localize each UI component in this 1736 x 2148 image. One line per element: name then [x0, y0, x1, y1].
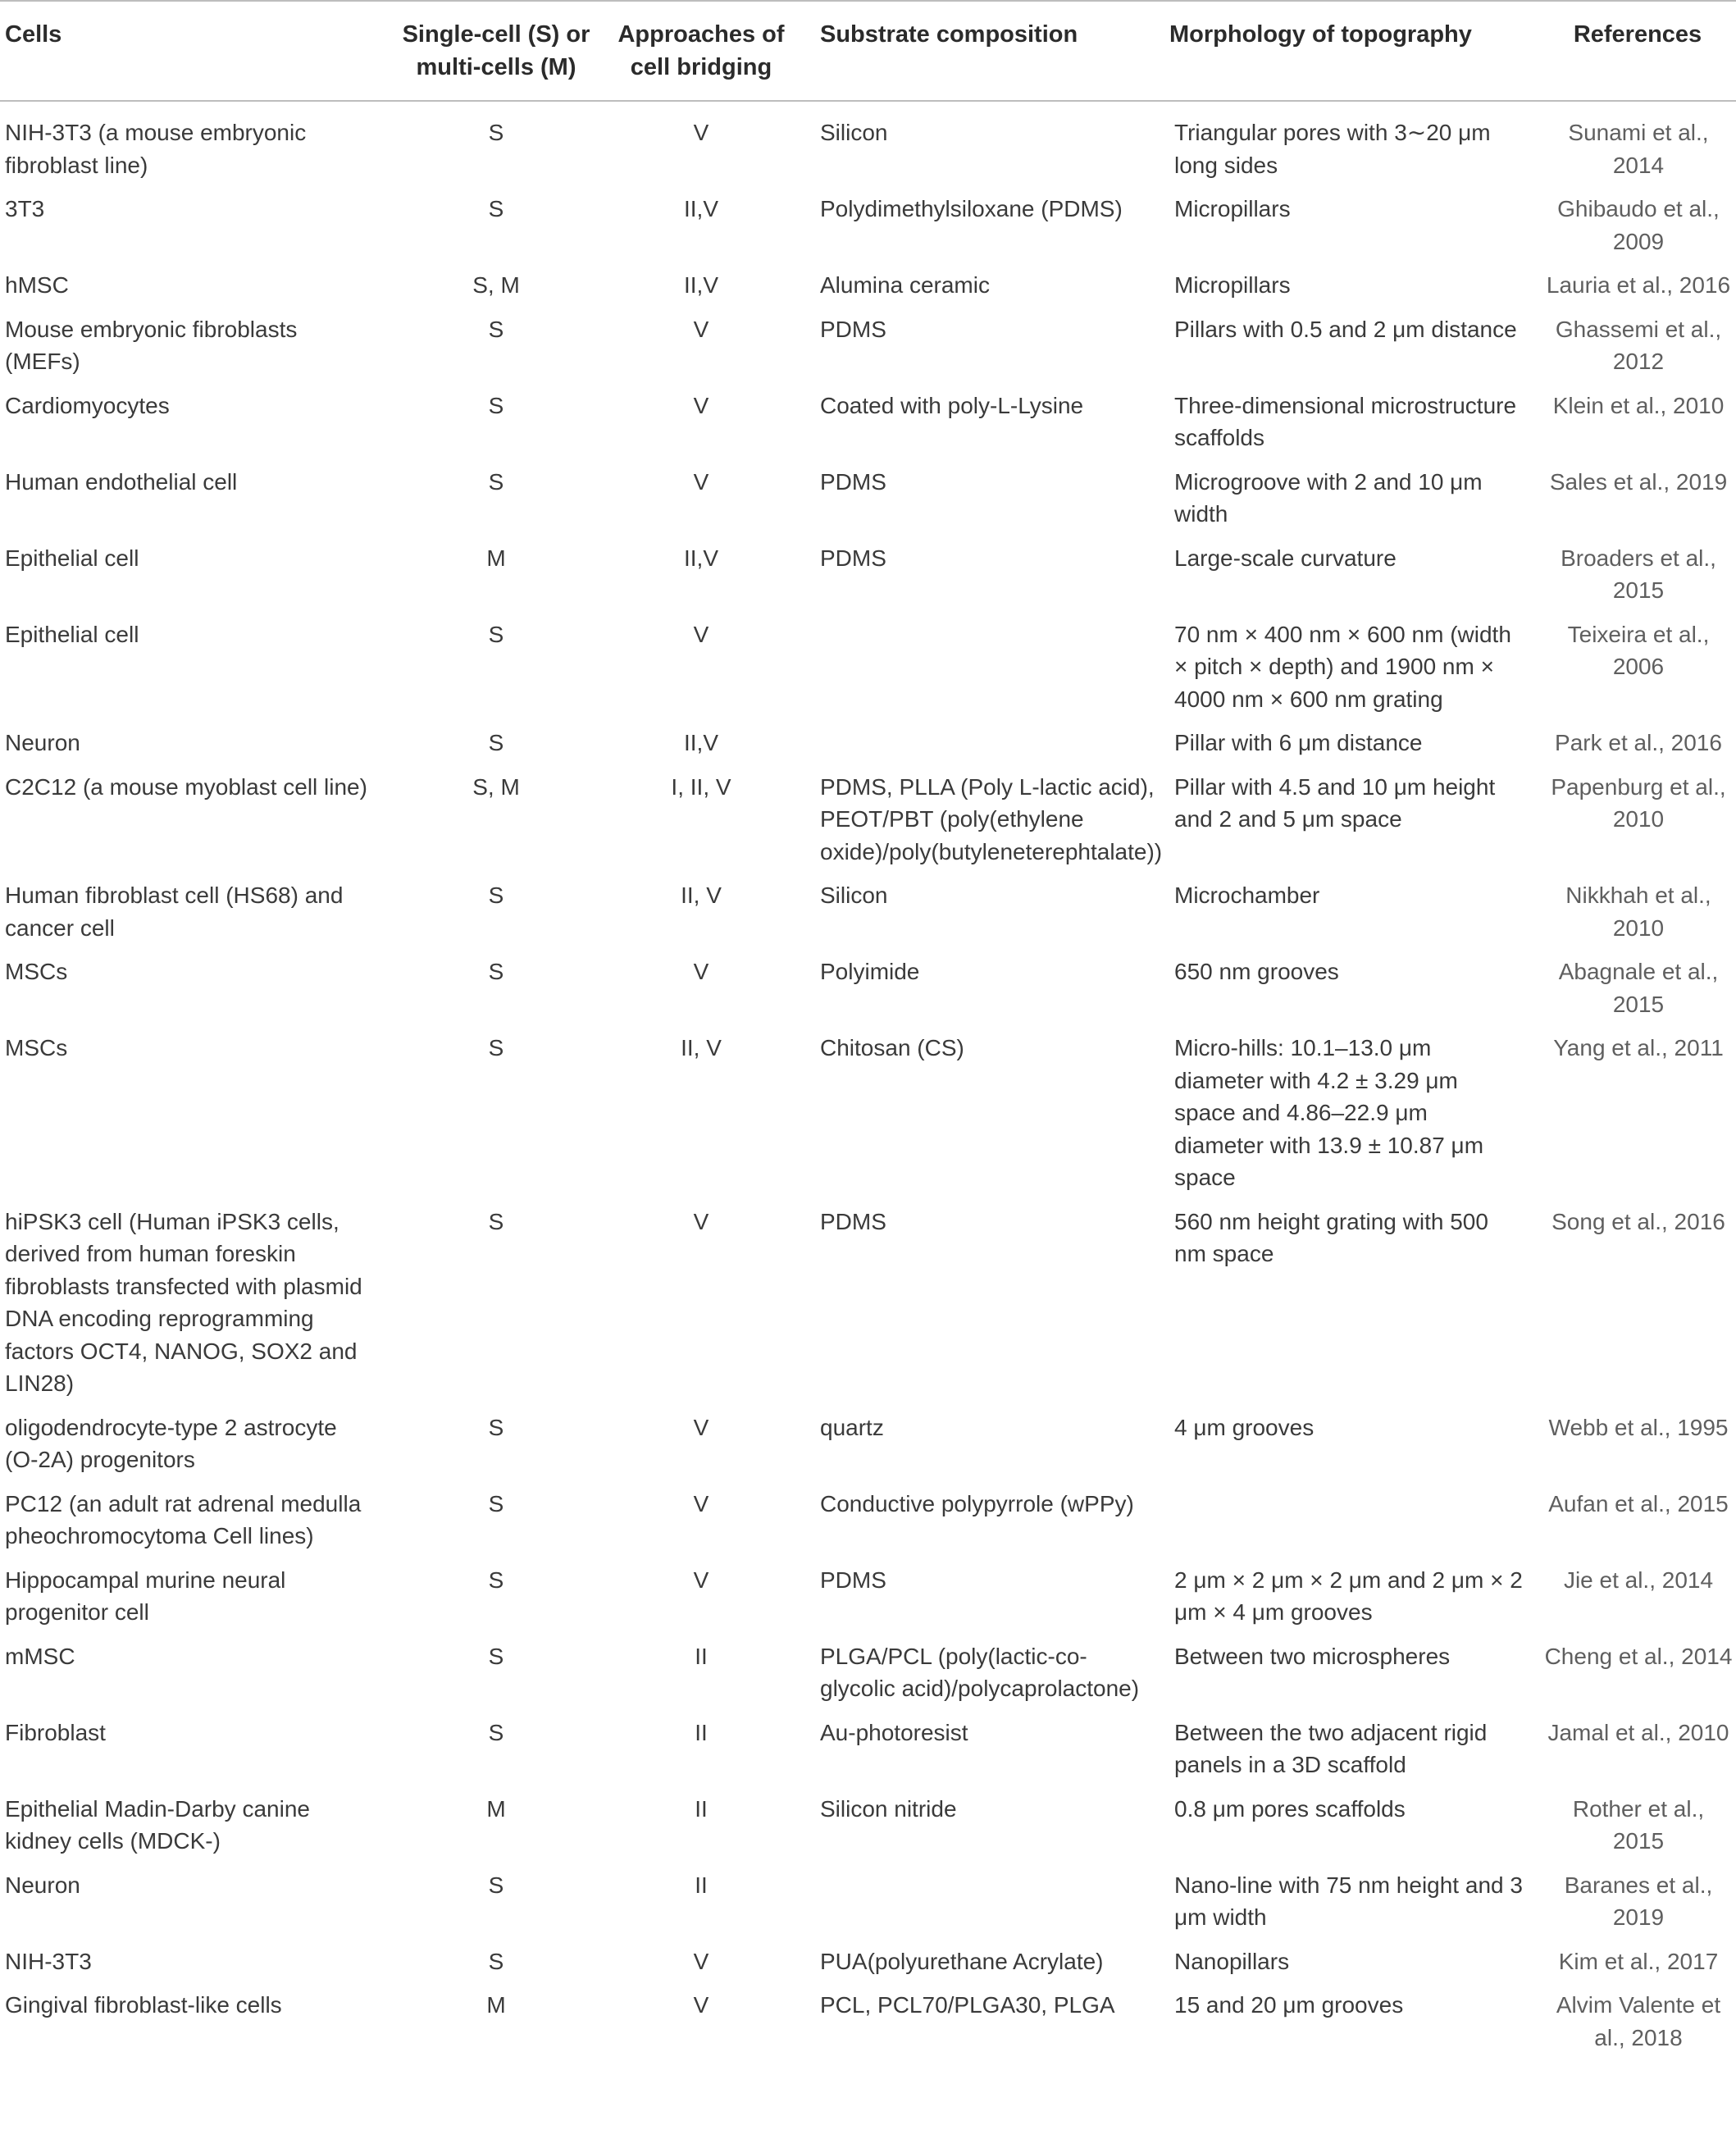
approach-value: V	[693, 120, 709, 145]
substrate-value: Au-photoresist	[820, 1719, 968, 1745]
cell-type: 3T3	[5, 196, 45, 221]
reference-value: Lauria et al., 2016	[1546, 272, 1731, 298]
morphology-value: Microchamber	[1174, 882, 1320, 908]
approach-value: V	[693, 959, 709, 984]
reference-value: Sales et al., 2019	[1549, 468, 1728, 495]
approach-value: II	[695, 1872, 708, 1898]
substrate-value: Conductive polypyrrole (wPPy)	[820, 1490, 1134, 1516]
substrate-value: PDMS	[820, 1208, 886, 1234]
table-row	[0, 385, 1736, 461]
reference-value: Song et al., 2016	[1551, 1208, 1725, 1234]
reference-value: Papenburg et al., 2010	[1551, 773, 1726, 832]
reference-value: Aufan et al., 2015	[1548, 1490, 1729, 1516]
table-row	[0, 1712, 1736, 1788]
morphology-value: 15 and 20 μm grooves	[1174, 1992, 1404, 2018]
single-multi-value: M	[486, 1795, 506, 1822]
table-row	[0, 1864, 1736, 1940]
substrate-value: PDMS	[820, 545, 886, 571]
single-multi-value: S	[488, 1567, 504, 1593]
table-body	[0, 101, 1736, 2060]
table-row	[0, 1559, 1736, 1635]
reference-value: Broaders et al., 2015	[1561, 545, 1716, 603]
reference-value: Nikkhah et al., 2010	[1565, 882, 1711, 941]
morphology-value: 0.8 μm pores scaffolds	[1174, 1795, 1406, 1822]
cell-type: MSCs	[5, 959, 68, 984]
single-multi-value: S	[488, 1643, 504, 1669]
single-multi-value: S	[488, 1208, 504, 1234]
single-multi-value: S	[488, 120, 504, 145]
reference-value: Sunami et al., 2014	[1568, 120, 1709, 178]
cell-type: Mouse embryonic fibroblasts (MEFs)	[5, 316, 298, 374]
table-row	[0, 1984, 1736, 2060]
reference-value: Cheng et al., 2014	[1544, 1643, 1733, 1669]
substrate-value: PLGA/PCL (poly(lactic-co-glycolic acid)/polycaprolactone)	[820, 1643, 1140, 1701]
single-multi-value: S	[488, 959, 504, 984]
reference-value: Jamal et al., 2010	[1547, 1719, 1729, 1745]
table-row	[0, 461, 1736, 537]
substrate-value: quartz	[820, 1414, 884, 1440]
morphology-value: Pillar with 6 μm distance	[1174, 730, 1423, 755]
single-multi-value: S	[488, 1414, 504, 1440]
reference-value: Kim et al., 2017	[1558, 1948, 1719, 1974]
cell-type: Hippocampal murine neural progenitor cell	[5, 1567, 286, 1625]
cell-type: hiPSK3 cell (Human iPSK3 cells, derived from human foreskin fibroblasts transfected with plasmid DNA encoding reprogramming factors OCT4, NANOG, SOX2 and LIN28)	[5, 1208, 362, 1396]
approach-value: V	[693, 1208, 709, 1234]
header-row	[0, 1, 1736, 101]
table-row	[0, 1201, 1736, 1407]
morphology-value: Three-dimensional microstructure scaffolds	[1174, 392, 1517, 450]
cell-type: Neuron	[5, 730, 80, 755]
approach-value: V	[693, 621, 709, 647]
reference-value: Alvim Valente et al., 2018	[1556, 1992, 1721, 2050]
approach-value: V	[693, 1414, 709, 1440]
cell-type: hMSC	[5, 272, 69, 298]
reference-value: Yang et al., 2011	[1553, 1035, 1724, 1060]
approach-value: V	[693, 1490, 709, 1516]
single-multi-value: S	[488, 1719, 504, 1745]
table-row	[0, 1940, 1736, 1985]
morphology-value: 2 μm × 2 μm × 2 μm and 2 μm × 2 μm × 4 μm grooves	[1174, 1567, 1523, 1625]
table-row	[0, 1788, 1736, 1864]
approach-value: II	[695, 1643, 708, 1669]
single-multi-value: S	[488, 1872, 504, 1898]
morphology-value: Between the two adjacent rigid panels in a 3D scaffold	[1174, 1719, 1488, 1777]
morphology-value: Micro-hills: 10.1–13.0 μm diameter with 4.2 ± 3.29 μm space and 4.86–22.9 μm diameter with 13.9 ± 10.87 μm space	[1174, 1035, 1484, 1190]
header-approaches: Approaches of cell bridging	[607, 1, 795, 101]
approach-value: V	[693, 392, 709, 418]
table-row	[0, 1635, 1736, 1712]
approach-value: II	[695, 1719, 708, 1745]
morphology-value: Micropillars	[1174, 196, 1291, 221]
cell-type: MSCs	[5, 1035, 68, 1060]
morphology-value: Pillars with 0.5 and 2 μm distance	[1174, 316, 1517, 342]
cell-type: PC12 (an adult rat adrenal medulla pheochromocytoma Cell lines)	[5, 1490, 362, 1548]
reference-value: Ghibaudo et al., 2009	[1557, 196, 1720, 254]
substrate-value	[795, 1864, 1166, 1940]
morphology-value: Pillar with 4.5 and 10 μm height and 2 and 5 μm space	[1174, 773, 1496, 832]
cell-type: Human fibroblast cell (HS68) and cancer cell	[5, 882, 344, 941]
table-row	[0, 264, 1736, 308]
morphology-value: Nanopillars	[1174, 1948, 1290, 1974]
substrate-value: Silicon	[820, 120, 888, 145]
cell-type: Epithelial Madin-Darby canine kidney cells (MDCK-)	[5, 1795, 310, 1854]
morphology-value: Nano-line with 75 nm height and 3 μm width	[1174, 1872, 1523, 1930]
approach-value: II,V	[683, 196, 718, 221]
table-row	[0, 951, 1736, 1027]
approach-value: I, II, V	[671, 773, 731, 800]
cell-type: Human endothelial cell	[5, 468, 238, 495]
approach-value: V	[693, 1992, 709, 2018]
approach-value: II, V	[681, 882, 722, 908]
morphology-value: 650 nm grooves	[1174, 959, 1339, 984]
table-row	[0, 874, 1736, 951]
reference-value: Jie et al., 2014	[1563, 1567, 1714, 1593]
reference-value: Baranes et al., 2019	[1564, 1872, 1713, 1930]
single-multi-value: S	[488, 882, 504, 908]
cell-type: oligodendrocyte-type 2 astrocyte (O-2A) progenitors	[5, 1414, 337, 1472]
substrate-value: PDMS	[820, 468, 886, 495]
table-row	[0, 537, 1736, 613]
morphology-value: 560 nm height grating with 500 nm space	[1174, 1208, 1488, 1266]
table-row	[0, 1027, 1736, 1201]
reference-value: Klein et al., 2010	[1552, 392, 1725, 418]
substrate-value: Alumina ceramic	[820, 272, 990, 298]
morphology-value: Micropillars	[1174, 272, 1291, 298]
single-multi-value: S	[488, 316, 504, 342]
approach-value: II,V	[683, 272, 718, 298]
table-row	[0, 613, 1736, 723]
header-substrate: Substrate composition	[795, 1, 1166, 101]
substrate-value	[795, 613, 1166, 723]
cell-type: mMSC	[5, 1643, 75, 1669]
cell-type: Cardiomyocytes	[5, 392, 170, 418]
cell-type: Fibroblast	[5, 1719, 106, 1745]
single-multi-value: S	[488, 468, 504, 495]
cell-type: Gingival fibroblast-like cells	[5, 1992, 282, 2018]
single-multi-value: M	[486, 545, 506, 571]
header-cells: Cells	[0, 1, 385, 101]
reference-value: Rother et al., 2015	[1572, 1795, 1705, 1854]
morphology-value: Triangular pores with 3∼20 μm long sides	[1174, 120, 1491, 178]
cell-type: Epithelial cell	[5, 545, 139, 571]
cell-type: NIH-3T3	[5, 1948, 92, 1974]
substrate-value	[795, 722, 1166, 766]
substrate-value: PCL, PCL70/PLGA30, PLGA	[820, 1992, 1115, 2018]
single-multi-value: S	[488, 1035, 504, 1060]
cell-type: Neuron	[5, 1872, 80, 1898]
approach-value: V	[693, 1948, 709, 1974]
morphology-value: Large-scale curvature	[1174, 545, 1397, 571]
single-multi-value: S	[488, 621, 504, 647]
table-row	[0, 1407, 1736, 1483]
cell-type: NIH-3T3 (a mouse embryonic fibroblast line)	[5, 120, 307, 178]
approach-value: V	[693, 316, 709, 342]
substrate-value: Chitosan (CS)	[820, 1035, 964, 1060]
substrate-value: Silicon	[820, 882, 888, 908]
substrate-value: Polydimethylsiloxane (PDMS)	[820, 196, 1123, 221]
header-morphology: Morphology of topography	[1166, 1, 1539, 101]
single-multi-value: S	[488, 1490, 504, 1516]
header-single-multi: Single-cell (S) or multi-cells (M)	[385, 1, 607, 101]
substrate-value: PUA(polyurethane Acrylate)	[820, 1948, 1104, 1974]
reference-value: Ghassemi et al., 2012	[1555, 316, 1722, 374]
substrate-value: PDMS, PLLA (Poly L-lactic acid), PEOT/PBT (poly(ethylene oxide)/poly(butyleneterephtalate))	[820, 773, 1163, 864]
single-multi-value: S	[488, 392, 504, 418]
table-header	[0, 1, 1736, 101]
morphology-value: Between two microspheres	[1174, 1643, 1451, 1669]
single-multi-value: S	[488, 1948, 504, 1974]
morphology-value: Microgroove with 2 and 10 μm width	[1174, 468, 1483, 527]
approach-value: II,V	[683, 545, 718, 571]
substrate-value: Coated with poly-L-Lysine	[820, 392, 1084, 418]
reference-value: Teixeira et al., 2006	[1567, 621, 1710, 679]
single-multi-value: S, M	[472, 773, 520, 800]
approach-value: II	[695, 1795, 708, 1822]
substrate-value: PDMS	[820, 1567, 886, 1593]
reference-value: Abagnale et al., 2015	[1558, 959, 1719, 1017]
approach-value: II,V	[683, 730, 718, 755]
approach-value: V	[693, 468, 709, 495]
table-row	[0, 766, 1736, 875]
table-row	[0, 1483, 1736, 1559]
morphology-value	[1166, 1483, 1539, 1559]
substrate-value: PDMS	[820, 316, 886, 342]
table-row	[0, 188, 1736, 264]
substrate-value: Polyimide	[820, 959, 920, 984]
cell-type: Epithelial cell	[5, 621, 139, 647]
substrate-value: Silicon nitride	[820, 1795, 957, 1822]
reference-value: Park et al., 2016	[1555, 730, 1722, 755]
morphology-value: 4 μm grooves	[1174, 1414, 1315, 1440]
approach-value: V	[693, 1567, 709, 1593]
morphology-value: 70 nm × 400 nm × 600 nm (width × pitch × depth) and 1900 nm × 4000 nm × 600 nm grating	[1174, 621, 1511, 712]
single-multi-value: S	[488, 196, 504, 221]
single-multi-value: S	[488, 730, 504, 755]
single-multi-value: S, M	[472, 272, 520, 298]
cell-type: C2C12 (a mouse myoblast cell line)	[5, 773, 367, 800]
approach-value: II, V	[681, 1035, 722, 1060]
table-row	[0, 101, 1736, 188]
header-references: References	[1539, 1, 1736, 101]
table-row	[0, 722, 1736, 766]
single-multi-value: M	[486, 1992, 506, 2018]
table-row	[0, 308, 1736, 385]
reference-value: Webb et al., 1995	[1548, 1414, 1729, 1440]
